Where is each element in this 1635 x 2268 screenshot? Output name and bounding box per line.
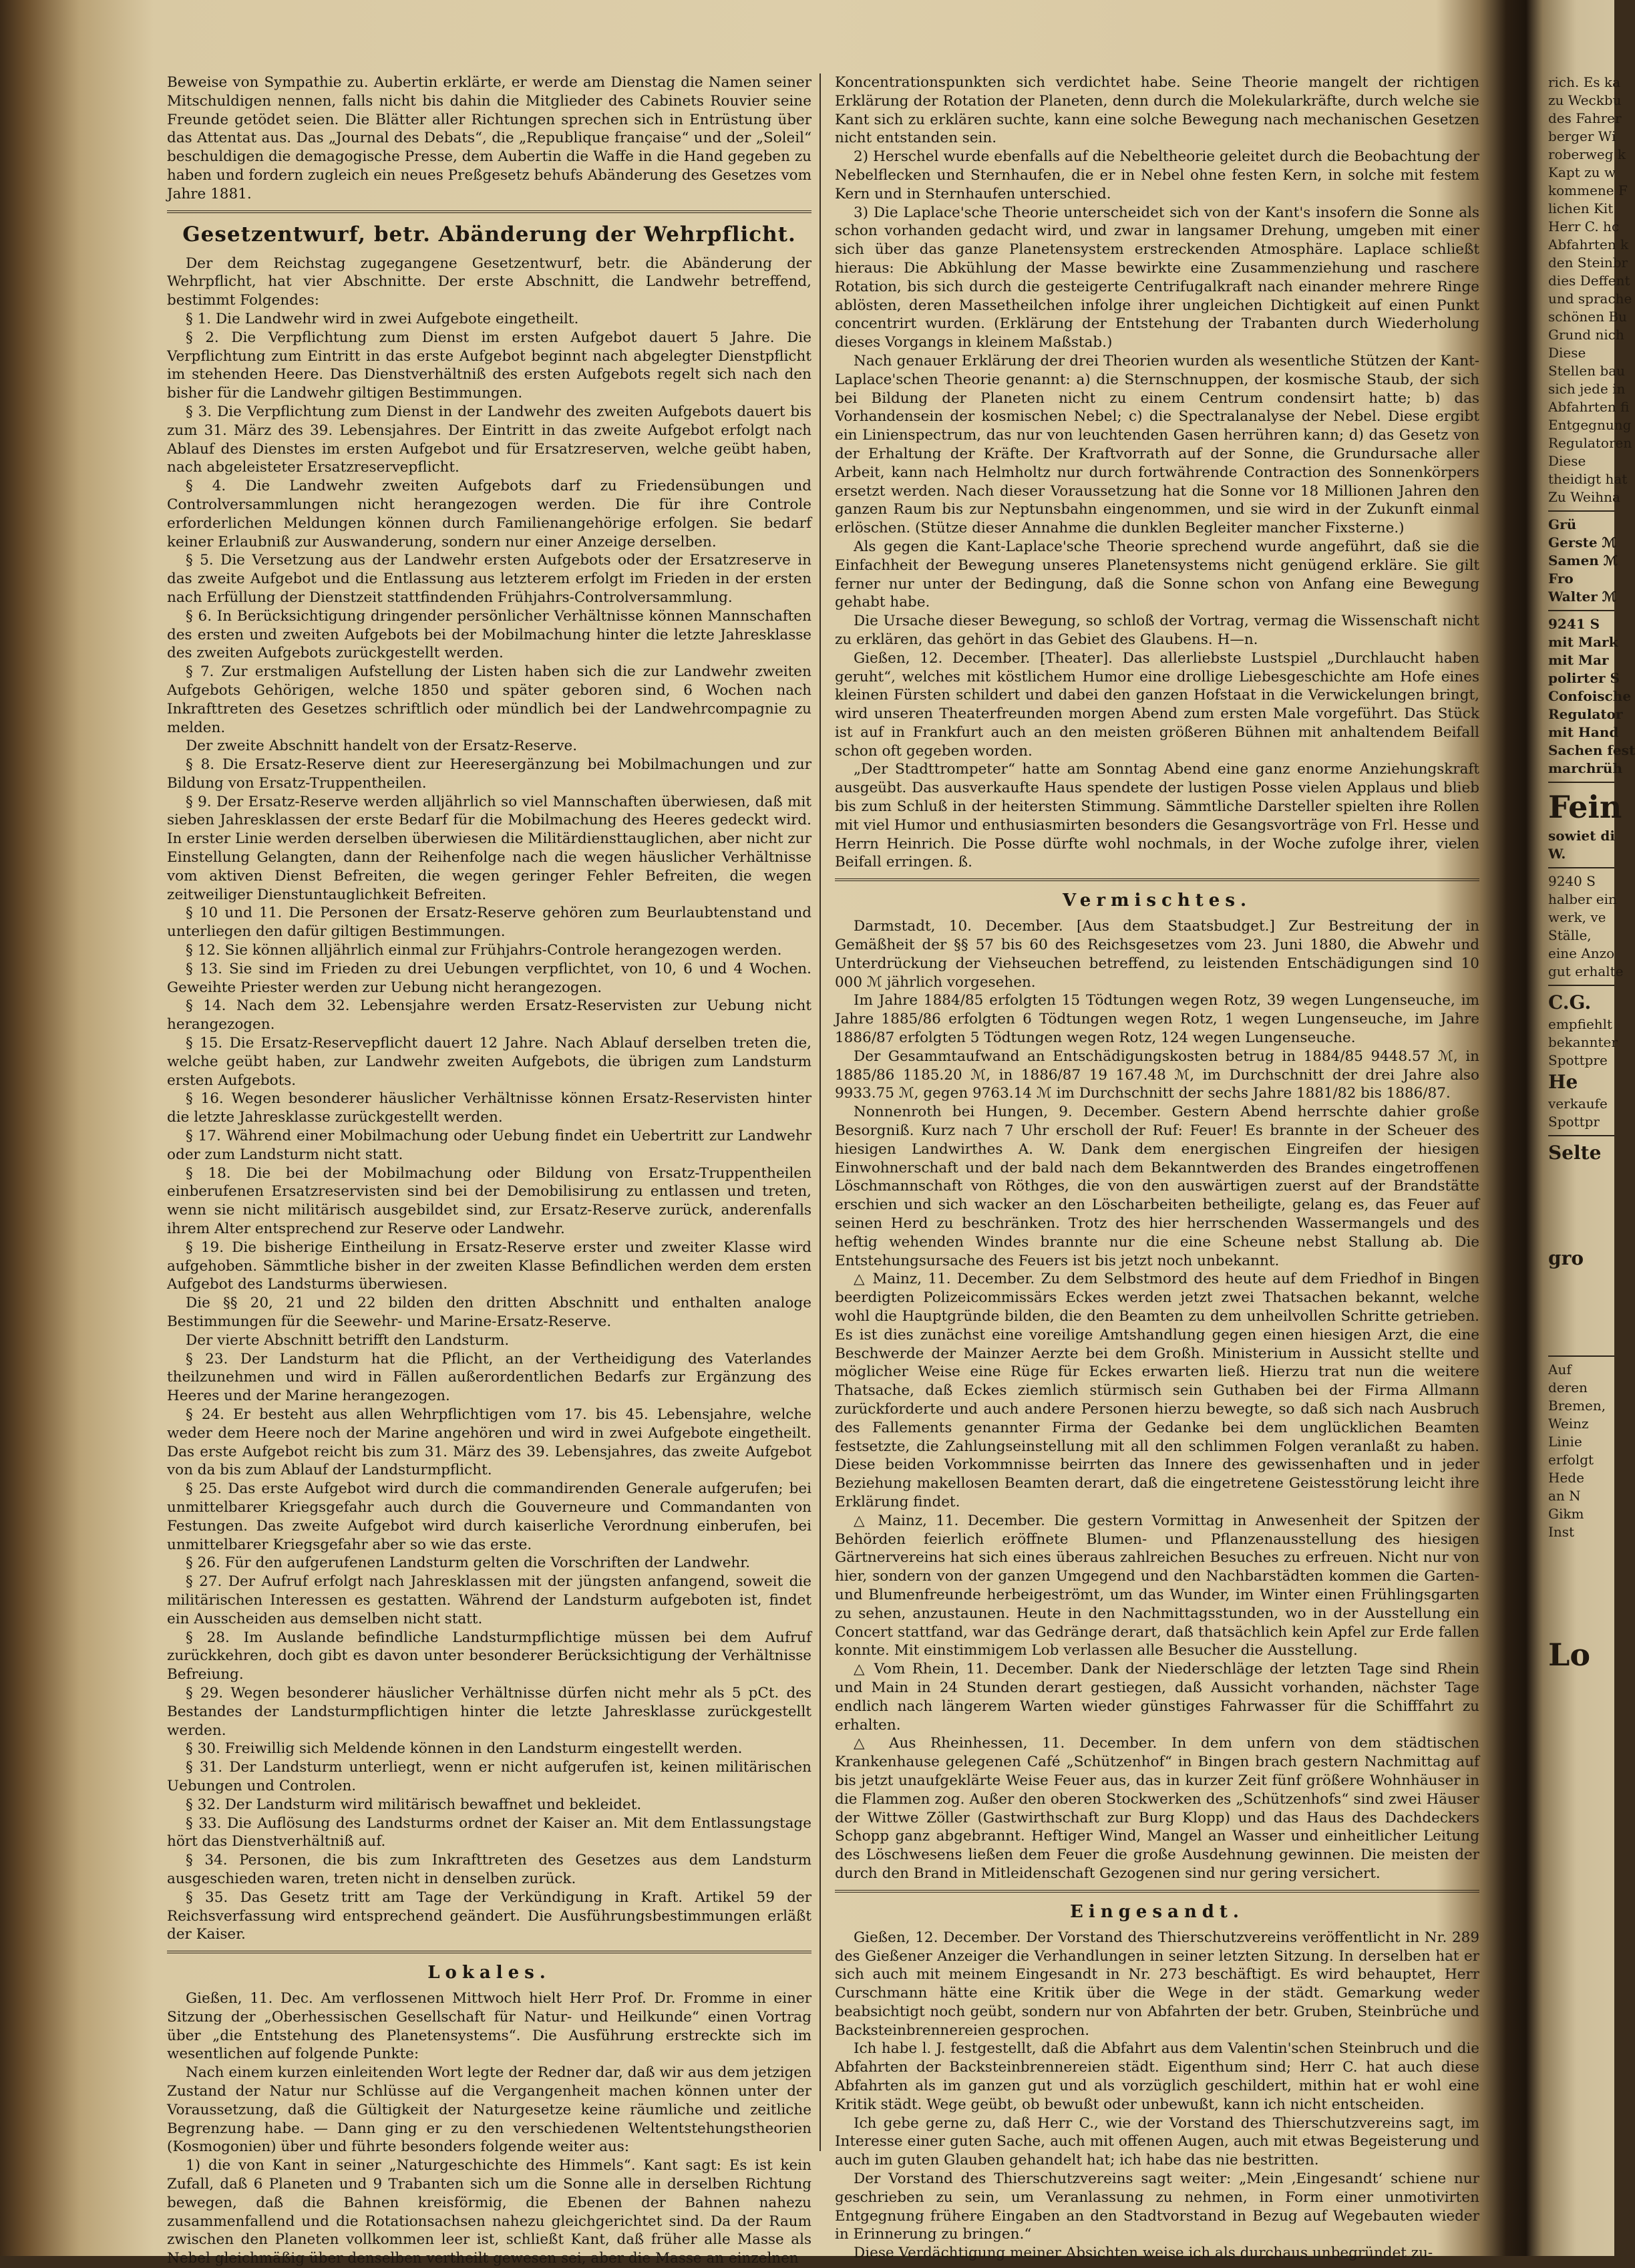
paragraph: Ich gebe gerne zu, daß Herr C., wie der Vorstand des Thierschutzvereins sagt, im Interesse einer guten Sache, auch mit offenen Augen, auch mit etwas Begeisterung und auch im guten Glauben gehandelt hat; ich habe das nie bestritten. <box>835 2114 1479 2169</box>
divider <box>835 878 1479 881</box>
next-page-ad-title: C.G. <box>1548 991 1592 1013</box>
paragraph: § 33. Die Auflösung des Landsturms ordnet der Kaiser an. Mit dem Entlassungstage hört das Dienstverhältniß auf. <box>167 1814 811 1850</box>
next-page-ad <box>1548 872 1624 981</box>
text-line: an N <box>1548 1488 1581 1504</box>
text-line: Diese <box>1548 345 1586 361</box>
text-line: Ställe, <box>1548 927 1592 943</box>
next-page-ad-title: He <box>1548 1071 1578 1093</box>
paragraph: Der Gesammtaufwand an Entschädigungskosten betrug in 1884/85 9448.57 ℳ, in 1885/86 1185.20 ℳ, in 1886/87 19 167.48 ℳ, im Durchschnitt der drei Jahre also 9933.75 ℳ, gegen 9763.14 ℳ im Durchschnitt der sechs Jahre 1881/82 bis 1886/87. <box>835 1047 1479 1102</box>
text-line: halber ein <box>1548 891 1617 907</box>
text-line: Diese <box>1548 453 1586 469</box>
text-line: Auf <box>1548 1361 1572 1378</box>
paragraph: Nach genauer Erklärung der drei Theorien wurden als wesentliche Stützen der Kant-Laplace'schen Theorie genannt: a) die Sternschnuppen, der kosmische Staub, der sich bei Bildung der Planeten nicht zu einem Centrum condensirt hatte; b) das Vorhandensein der kosmischen Nebel; c) die Spectralanalyse der Nebel. Diese ergibt ein Linienspectrum, das nur von leuchtenden Gasen herrühren kann; d) das Gesetz von der Erhaltung der Kräfte. Der Kraftvorrath auf der Sonne, die Grundursache aller Arbeit, kann nach Helmholtz nur durch fortwährende Contraction des Sonnenkörpers ersetzt werden. Nach dieser Voraussetzung hat die Sonne vor 18 Millionen Jahren den ganzen Raum bis zur Neptunsbahn eingenommen, und sie wird in der Zukunft einmal erlöschen. (Stütze dieser Annahme die dunklen Begleiter mancher Fixsterne.) <box>835 352 1479 537</box>
paragraph: § 8. Die Ersatz-Reserve dient zur Heeresergänzung bei Mobilmachungen und zur Bildung von Ersatz-Truppentheilen. <box>167 756 811 792</box>
paragraph: Gießen, 12. December. [Theater]. Das allerliebste Lustspiel „Durchlaucht haben geruht“, welches mit köstlichem Humor eine drollige Liebesgeschichte am Hofe eines kleinen Fürsten schildert und dabei den ganzen Hofstaat in die Verwickelungen bringt, wird unseren Theaterfreunden morgen Abend zum ersten Male vorgeführt. Das Stück ist auf in Frankfurt auch an den meisten größeren Bühnen mit anhaltendem Beifall schon oft gegeben worden. <box>835 649 1479 760</box>
divider <box>1548 867 1614 868</box>
text-line: 9241 S <box>1548 616 1600 632</box>
paragraph: Der dem Reichstag zugegangene Gesetzentwurf, betr. die Abänderung der Wehrpflicht, hat vier Abschnitte. Der erste Abschnitt, die Landwehr betreffend, bestimmt Folgendes: <box>167 255 811 309</box>
paragraph: § 34. Personen, die bis zum Inkrafttreten des Gesetzes aus dem Landsturm ausgeschieden waren, treten nicht in denselben zurück. <box>167 1852 811 1887</box>
paragraph: Der Vorstand des Thierschutzvereins sagt weiter: „Mein ‚Eingesandt‘ schiene nur geschrieben zu sein, um Veranlassung zu nehmen, in Form einer unmotivirten Entgegnung frühere Eingaben an den Stadtvorstand in Bezug auf Wegebauten wieder in Erinnerung zu bringen.“ <box>835 2170 1479 2243</box>
paragraph: § 3. Die Verpflichtung zum Dienst in der Landwehr des zweiten Aufgebots dauert bis zum 31. März des 39. Lebensjahres. Der Eintritt in das zweite Aufgebot erfolgt nach Ablauf des Dienstes im ersten Aufgebot und für Ersatzreserven, welche geübt haben, nach abgeleisteter Ersatzreservepflicht. <box>167 403 811 476</box>
paragraph: § 30. Freiwillig sich Meldende können in den Landsturm eingestellt werden. <box>186 1740 743 1758</box>
text-line: mit Mar <box>1548 652 1609 668</box>
text-line: den Steinbr <box>1548 255 1628 271</box>
text-line: Grü <box>1548 516 1577 532</box>
intro-text <box>167 73 811 204</box>
paragraph: § 2. Die Verpflichtung zum Dienst im ersten Aufgebot dauert 5 Jahre. Die Verpflichtung zum Eintritt in das erste Aufgebot beginnt nach abgelegter Dienstpflicht im stehenden Heere. Das Dienstverhältniß des ersten Aufgebots regelt sich nach den bisher für die Landwehr giltigen Bestimmungen. <box>167 329 811 402</box>
divider <box>1548 610 1614 611</box>
paragraph: § 13. Sie sind im Frieden zu drei Uebungen verpflichtet, von 10, 6 und 4 Wochen. Geweihte Priester werden zur Uebung nicht herangezogen. <box>167 960 811 996</box>
text-line: Spottpre <box>1548 1052 1608 1068</box>
paragraph: 3) Die Laplace'sche Theorie unterscheidet sich von der Kant's insofern die Sonne als schon vorhanden gedacht wird, und zwar in langsamer Drehung, umgeben mit einer sich über das ganze Planetensystem erstreckenden Atmosphäre. Laplace schließt hieraus: Die Abkühlung der Masse bewirkte eine Zusammenziehung und raschere Rotation, bis sich durch die gesteigerte Centrifugalkraft nach einander mehrere Ringe ablösten, deren Massetheilchen infolge ihrer ungleichen Dichtigkeit auf einen Punkt concentrirt wurden. (Erklärung der Entstehung der Trabanten durch Wiederholung dieses Vorgangs in kleinem Maßstab.) <box>835 204 1479 351</box>
next-page-ad <box>1548 1361 1614 1541</box>
text-line: kommene F <box>1548 182 1628 198</box>
text-line: Regulatoren <box>1548 435 1632 451</box>
next-page-ad <box>1548 516 1618 606</box>
next-page-ad-title: Selte <box>1548 1142 1602 1164</box>
text-line: Inst <box>1548 1524 1575 1540</box>
paragraph: Die §§ 20, 21 und 22 bilden den dritten Abschnitt und enthalten analoge Bestimmungen für die Seewehr- und Marine-Ersatz-Reserve. <box>167 1295 811 1330</box>
next-page-ad-title: Lo <box>1548 1637 1591 1673</box>
paragraph: § 32. Der Landsturm wird militärisch bewaffnet und bekleidet. <box>186 1796 642 1813</box>
paragraph: § 28. Im Auslande befindliche Landsturmpflichtige müssen bei dem Aufruf zurückkehren, doch gibt es davon unter besonderer Berücksichtigung der Verhältnisse Befreiung. <box>167 1629 811 1683</box>
next-page-text <box>1548 73 1632 506</box>
vermischtes-heading: Vermischtes. <box>1062 890 1252 911</box>
eingesandt-body <box>835 1929 1479 2263</box>
paragraph: § 19. Die bisherige Eintheilung in Ersatz-Reserve erster und zweiter Klasse wird aufgehoben. Sämmtliche bisher in der zweiten Klasse Befindlichen werden dem ersten Aufgebot des Landsturms überwiesen. <box>167 1239 811 1293</box>
paragraph: § 16. Wegen besonderer häuslicher Verhältnisse können Ersatz-Reservisten hinter die letzte Jahresklasse zurückgestellt werden. <box>167 1090 811 1126</box>
text-line: Samen ℳ <box>1548 552 1618 569</box>
text-line: Entgegnung <box>1548 417 1632 433</box>
text-line: Bremen, <box>1548 1398 1606 1414</box>
next-page-ad <box>1548 615 1635 778</box>
text-line: mit Hand <box>1548 724 1619 740</box>
text-line: erfolgt <box>1548 1452 1594 1468</box>
text-line: berger Wi <box>1548 128 1616 144</box>
paragraph: § 25. Das erste Aufgebot wird durch die commandirenden Generale aufgerufen; bei unmittelbarer Kriegsgefahr auch durch die Gouverneure und Commandanten von Festungen. Das zweite Aufgebot wird durch kaiserliche Verordnung einberufen, bei unmittelbarer Kriegsgefahr aber so wie das erste. <box>167 1480 811 1553</box>
paragraph: § 26. Für den aufgerufenen Landsturm gelten die Vorschriften der Landwehr. <box>186 1555 751 1572</box>
article-body <box>167 255 811 1945</box>
text-line: Stellen bau <box>1548 363 1626 379</box>
paragraph: 1) die von Kant in seiner „Naturgeschichte des Himmels“. Kant sagt: Es ist kein Zufall, daß 6 Planeten und 9 Trabanten sich um die Sonne alle in derselben Richtung bewegen, daß die Bahnen kreisförmig, die Ebenen der Bahnen nahezu zusammenfallend und die Rotationsachsen nahezu gleichgerichtet sind. Da der Raum zwischen den Planeten vollkommen leer ist, schließt Kant, daß früher alle Masse als Nebel gleichmäßig über denselben vertheilt gewesen sei, aber die Masse an einzelnen <box>167 2157 811 2267</box>
paragraph: § 18. Die bei der Mobilmachung oder Bildung von Ersatz-Truppentheilen einberufenen Ersatzreservisten sind bei der Demobilisirung zu entlassen und treten, wenn sie nicht militärisch ausgebildet sind, zur Ersatz-Reserve zurück, anderenfalls ihrem Alter entsprechend zur Reserve oder Landwehr. <box>167 1164 811 1238</box>
text-line: Spottpr <box>1548 1114 1600 1130</box>
article-title: Gesetzentwurf, betr. Abänderung der Wehrpflicht. <box>182 222 796 247</box>
paragraph: § 27. Der Aufruf erfolgt nach Jahresklassen mit der jüngsten anfangend, soweit die militärischen Interessen es gestatten. Während der Landsturm aufgeboten ist, findet ein Ausscheiden aus demselben nicht statt. <box>167 1573 811 1627</box>
text-line: Linie <box>1548 1434 1582 1450</box>
text-line: Gerste ℳ <box>1548 534 1616 550</box>
text-line: W. <box>1548 846 1566 862</box>
text-line: bekannter <box>1548 1034 1618 1050</box>
divider <box>167 210 811 213</box>
text-line: Herr C. hc <box>1548 218 1620 234</box>
text-line: Abfahrten k <box>1548 236 1629 253</box>
paragraph: § 1. Die Landwehr wird in zwei Aufgebote eingetheilt. <box>186 310 579 327</box>
text-line: schönen Bu <box>1548 309 1627 325</box>
paragraph: Der vierte Abschnitt betrifft den Landsturm. <box>186 1331 510 1349</box>
paragraph: § 23. Der Landsturm hat die Pflicht, an der Vertheidigung des Vaterlandes theilzunehmen und wird in Fällen außerordentlichen Bedarfs zur Ergänzung des Heeres und der Marine herangezogen. <box>167 1350 811 1405</box>
paragraph: Nach einem kurzen einleitenden Wort legte der Redner dar, daß wir aus dem jetzigen Zustand der Natur nur Schlüsse auf die Vergangenheit machen können unter der Voraussetzung, daß die Gültigkeit der Naturgesetze keine räumliche und zeitliche Begrenzung habe. — Dann ging er zu den verschiedenen Weltentstehungstheorien (Kosmogonien) über und führte besonders folgende weiter aus: <box>167 2064 811 2156</box>
next-page-ad-title: gro <box>1548 1247 1584 1269</box>
text-line: Confoische <box>1548 688 1632 704</box>
text-line: sowiet di <box>1548 828 1615 844</box>
paragraph: Der zweite Abschnitt handelt von der Ersatz-Reserve. <box>186 738 578 755</box>
eingesandt-heading: Eingesandt. <box>1070 1901 1244 1922</box>
paragraph: § 12. Sie können alljährlich einmal zur Frühjahrs-Controle herangezogen werden. <box>186 942 782 959</box>
column-rule <box>820 73 821 2151</box>
divider <box>1548 782 1614 783</box>
text-line: deren <box>1548 1380 1588 1396</box>
paragraph: § 24. Er besteht aus allen Wehrpflichtigen vom 17. bis 45. Lebensjahre, welche weder dem Heere noch der Marine angehören und wird in zwei Aufgebote eingetheilt. Das erste Aufgebot reicht bis zum 31. März des 39. Lebensjahres, das zweite Aufgebot von da bis zum Ablauf der Landsturmpflicht. <box>167 1406 811 1479</box>
text-line: Hede <box>1548 1470 1584 1486</box>
divider <box>1548 1135 1614 1136</box>
paragraph: 2) Herschel wurde ebenfalls auf die Nebeltheorie geleitet durch die Beobachtung der Nebelflecken und Sternhaufen, die er in Nebel ohne festen Kern, in solche mit festem Kern und in Sternhaufen unterschied. <box>835 148 1479 202</box>
lokales-body <box>167 1989 811 2268</box>
text-line: Abfahrten fi <box>1548 399 1630 415</box>
next-page-ad-title: Fein <box>1548 789 1622 825</box>
paragraph: Gießen, 12. December. Der Vorstand des Thierschutzvereins veröffentlicht in Nr. 289 des Gießener Anzeiger die Verhandlungen in seiner letzten Sitzung. In derselben hat er sich auch mit meinem Eingesandt in Nr. 273 beschäftigt. Es wird behauptet, Herr Curschmann hätte eine Kritik über die Wege in der städt. Gemarkung weder beabsichtigt noch geübt, sondern nur von Abfahrten der betr. Gruben, Steinbrüche und Backsteinbrennereien gesprochen. <box>835 1929 1479 2039</box>
text-line: polirter S <box>1548 670 1620 686</box>
text-line: verkaufe <box>1548 1096 1608 1112</box>
text-line: roberweg k <box>1548 146 1626 162</box>
paragraph: § 9. Der Ersatz-Reserve werden alljährlich so viel Mannschaften überwiesen, daß mit sieben Jahresklassen der erste Bedarf für die Mobilmachung des Heeres gedeckt wird. In erster Linie werden derselben überwiesen die Militärdiensttauglichen, aber nicht zur Einstellung Gelangten, dann der Reihenfolge nach die wegen häuslicher Verhältnisse vom aktiven Dienst Befreiten, die wegen geringer Fehler Befreiten, die wegen zeitweiliger Dienstuntauglichkeit Befreiten. <box>167 793 811 903</box>
vermischtes-body <box>835 917 1479 1883</box>
text-line: und sprache <box>1548 291 1632 307</box>
divider <box>1548 1355 1614 1357</box>
text-line: sich jede in <box>1548 381 1626 397</box>
paragraph: § 29. Wegen besonderer häuslicher Verhältnisse dürfen nicht mehr als 5 pCt. des Bestandes der Landsturmpflichtigen hinter die letzte Jahresklasse zurückgestellt werden. <box>167 1684 811 1739</box>
text-line: des Fahrer <box>1548 110 1622 126</box>
paragraph: △ Aus Rheinhessen, 11. December. In dem unfern von dem städtischen Krankenhause gelegenen Café „Schützenhof“ in Bingen brach gestern Nachmittag auf bis jetzt unaufgeklärte Weise Feuer aus, das in kurzer Zeit fünf größere Wohnhäuser in die Flammen zog. Außer den oberen Stockwerken des „Schützenhofs“ sind zwei Häuser der Wittwe Zöller (Gastwirthschaft zur Burg Klopp) und das Haus des Dachdeckers Schopp ganz abgebrannt. Heftiger Wind, Mangel an Wasser und einheitlicher Leitung des Löschwesens ließen dem Feuer die große Ausdehnung gewinnen. Die meisten der durch den Brand in Mitleidenschaft Gezogenen sind nur gering versichert. <box>835 1735 1479 1882</box>
paragraph: § 10 und 11. Die Personen der Ersatz-Reserve gehören zum Beurlaubtenstand und unterliegen den dafür giltigen Bestimmungen. <box>167 905 811 941</box>
right-column <box>835 73 1479 2263</box>
text-line: mit Mark <box>1548 634 1618 650</box>
text-line: Sachen fest <box>1548 742 1635 758</box>
text-line: Kapt zu w <box>1548 164 1616 180</box>
divider <box>1548 985 1614 986</box>
paragraph: Die Ursache dieser Bewegung, so schloß der Vortrag, vermag die Wissenschaft nicht zu erklären, das gehört in das Gebiet des Glaubens. H—n. <box>835 613 1479 648</box>
next-page-ad <box>1548 1015 1618 1070</box>
paragraph: Koncentrationspunkten sich verdichtet habe. Seine Theorie mangelt der richtigen Erklärung der Rotation der Planeten, denn durch die Molekularkräfte, durch welche sie Kant sich zu erklären suchte, kann eine solche Bewegung nach mechanischen Gesetzen nicht entstanden sein. <box>835 74 1479 147</box>
paragraph: § 35. Das Gesetz tritt am Tage der Verkündigung in Kraft. Artikel 59 der Reichsverfassung wird entsprechend geändert. Die Ausführungsbestimmungen erläßt der Kaiser. <box>167 1889 811 1943</box>
text-line: Grund nich <box>1548 327 1624 343</box>
text-line: Walter ℳ <box>1548 589 1617 605</box>
paragraph: Darmstadt, 10. December. [Aus dem Staatsbudget.] Zur Bestreitung der in Gemäßheit der §§ 57 bis 60 des Reichsgesetzes vom 23. Juni 1880, die Abwehr und Unterdrückung der Viehseuchen betreffend, zu leistenden Entschädigungen sind 10 000 ℳ jährlich vorgesehen. <box>835 918 1479 991</box>
paragraph: △ Mainz, 11. December. Die gestern Vormittag in Anwesenheit der Spitzen der Behörden feierlich eröffnete Blumen- und Pflanzenausstellung des hiesigen Gärtnervereins hat sich eines überaus zahlreichen Besuches zu erfreuen. Nicht nur von hier, sondern von der ganzen Umgegend und den Nachbarstädten kommen die Garten- und Blumenfreunde herbeigeströmt, um das Wunder, im Winter einen Frühlingsgarten zu sehen, anzustaunen. Heute in den Nachmittagsstunden, wo in der Ausstellung ein Concert stattfand, war das Gedränge derart, daß thatsächlich kein Apfel zur Erde fallen konnte. Mit einstimmigem Lob verlassen alle Besucher die Ausstellung. <box>835 1512 1479 1659</box>
text-line: Gikm <box>1548 1506 1584 1522</box>
divider <box>835 1890 1479 1893</box>
text-line: rich. Es ka <box>1548 74 1621 90</box>
divider <box>1548 510 1614 512</box>
paragraph: Gießen, 11. Dec. Am verflossenen Mittwoch hielt Herr Prof. Dr. Fromme in einer Sitzung der „Oberhessischen Gesellschaft für Natur- und Heilkunde“ einen Vortrag über „die Entstehung des Planetensystems“. Die Ausführung erstreckte sich im wesentlichen auf folgende Punkte: <box>167 1990 811 2063</box>
paragraph: Im Jahre 1884/85 erfolgten 15 Tödtungen wegen Rotz, 39 wegen Lungenseuche, im Jahre 1885/86 erfolgten 6 Tödtungen wegen Rotz, 1 wegen Lungenseuche, im Jahre 1886/87 erfolgten 5 Tödtungen wegen Rotz, 124 wegen Lungenseuche. <box>835 992 1479 1047</box>
paragraph: Als gegen die Kant-Laplace'sche Theorie sprechend wurde angeführt, daß sie die Einfachheit der Bewegung unseres Planetensystems nicht genügend erkläre. Sie gilt ferner nur unter der Bedingung, daß die Sonne schon von Anfang eine Bewegung gehabt habe. <box>835 538 1479 611</box>
text-line: Weinz <box>1548 1416 1589 1432</box>
text-line: marchrüh <box>1548 760 1622 776</box>
next-page-ad <box>1548 1095 1614 1131</box>
text-line: gut erhalte <box>1548 963 1624 979</box>
text-line: werk, ve <box>1548 909 1606 925</box>
paragraph: § 14. Nach dem 32. Lebensjahre werden Ersatz-Reservisten zur Uebung nicht herangezogen. <box>167 997 811 1033</box>
lecture-continuation <box>835 73 1479 872</box>
lokales-heading: Lokales. <box>427 1963 551 1983</box>
paragraph: § 15. Die Ersatz-Reservepflicht dauert 12 Jahre. Nach Ablauf derselben treten die, welche geübt haben, zur Landwehr zweiten Aufgebots, die übrigen zum Landsturm ersten Aufgebots. <box>167 1035 811 1089</box>
text-line: 9240 S <box>1548 873 1596 889</box>
paragraph: § 5. Die Versetzung aus der Landwehr ersten Aufgebots oder der Ersatzreserve in das zweite Aufgebot und die Entlassung aus letzterem erfolgt im Frieden in der ersten nach Erfüllung der Dienstzeit stattfindenden Frühjahrs-Controlversammlung. <box>167 552 811 606</box>
next-page-fragment <box>1548 73 1635 1675</box>
next-page-ad <box>1548 827 1614 863</box>
text-line: zu Weckbu <box>1548 92 1622 108</box>
text-line: Regulator <box>1548 706 1623 722</box>
text-line: lichen Kit <box>1548 200 1614 216</box>
paragraph: § 7. Zur erstmaligen Aufstellung der Listen haben sich die zur Landwehr zweiten Aufgebots Gehörigen, welche 1850 und später geboren sind, 6 Wochen nach Inkrafttreten des Gesetzes schriftlich oder mündlich bei der Landwehrcompagnie zu melden. <box>167 663 811 736</box>
paragraph: § 6. In Berücksichtigung dringender persönlicher Verhältnisse können Mannschaften des ersten und zweiten Aufgebots bei der Mobilmachung hinter die letzte Jahresklasse des zweiten Aufgebots zurückgestellt werden. <box>167 607 811 662</box>
paragraph: △ Mainz, 11. December. Zu dem Selbstmord des heute auf dem Friedhof in Bingen beerdigten Polizeicommissärs Eckes werden jetzt zwei Thatsachen bekannt, welche wohl die Hauptgründe bilden, die den Beamten zu dem unheilvollen Schritte getrieben. Es ist dies zunächst eine voreilige Amtshandlung gegen einen hiesigen Arzt, die eine Beschwerde der Mainzer Aerzte bei dem Großh. Ministerium in Aussicht stellte und möglicher Weise eine Rüge für Eckes erwarten ließ. Hierzu trat nun die weitere Thatsache, daß Eckes ziemlich stürmisch sein Guthaben bei der Firma Allmann zurückforderte und auch andere Personen hierzu bewegte, so daß sich nach Ausbruch des Fallements genannter Firma der Gedanke bei dem unglücklichen Beamten festsetzte, die Zahlungseinstellung mit all den schlimmen Folgen veranlaßt zu haben. Diese beiden Vorkommnisse beirrten das Innere des gewissenhaften und in jeder Beziehung makellosen Beamten derart, daß die eingetretene Geistesstörung leicht ihre Erklärung findet. <box>835 1271 1479 1510</box>
text-line: Zu Weihna <box>1548 489 1620 505</box>
paragraph: Beweise von Sympathie zu. Aubertin erklärte, er werde am Dienstag die Namen seiner Mitschuldigen nennen, falls nicht bis dahin die Mitglieder des Cabinets Rouvier seine Freunde getödet seien. Die Blätter aller Richtungen sprechen sich in Entrüstung über das Attentat aus. Das „Journal des Debats“, die „Republique française“ und der „Soleil“ beschuldigen die demagogische Presse, dem Aubertin die Waffe in die Hand gegeben zu haben und fordern zugleich ein neues Preßgesetz behufs Abänderung des Gesetzes vom Jahre 1881. <box>167 74 811 202</box>
text-line: dies Deffent <box>1548 273 1630 289</box>
text-line: theidigt hat <box>1548 471 1628 487</box>
text-line: eine Anzo <box>1548 945 1615 961</box>
paragraph: § 17. Während einer Mobilmachung oder Uebung findet ein Uebertritt zur Landwehr oder zum Landsturm nicht statt. <box>167 1128 811 1163</box>
paragraph: Nonnenroth bei Hungen, 9. December. Gestern Abend herrschte dahier große Besorgniß. Kurz nach 7 Uhr erscholl der Ruf: Feuer! Es brannte in der Scheuer des hiesigen Landwirthes A. W. Dank dem energischen Eingreifen der hiesigen Einwohnerschaft und der bald nach dem Bekanntwerden des Brandes eingetroffenen Löschmannschaft von Röthges, die von den auswärtigen zuerst auf der Brandstätte erschien und sich wacker an den Löscharbeiten betheiligte, gelang es, das Feuer auf seinen Herd zu beschränken. Trotz des hier herrschenden Wassermangels und des heftig wehenden Windes brannte nur die eine Scheune nebst Stallung ab. Die Entstehungsursache des Feuers ist bis jetzt noch unbekannt. <box>835 1104 1479 1269</box>
text-line: Fro <box>1548 571 1574 587</box>
paragraph: § 4. Die Landwehr zweiten Aufgebots darf zu Friedensübungen und Controlversammlungen nicht herangezogen werden. Die für ihre Controle erforderlichen Meldungen können durch Familienangehörige erfolgen. Sie bedarf keiner Erlaubniß zur Auswanderung, sondern nur einer Anzeige derselben. <box>167 478 811 550</box>
paragraph: Diese Verdächtigung meiner Absichten weise ich als durchaus unbegründet zu- <box>854 2245 1433 2262</box>
divider <box>167 1951 811 1953</box>
left-column <box>167 73 811 2268</box>
paragraph: Ich habe l. J. festgestellt, daß die Abfahrt aus dem Valentin'schen Steinbruch und die Abfahrten der Backsteinbrennereien städt. Eigenthum sind; Herr C. hat auch diese Abfahrten als im ganzen gut und als vorzüglich geschildert, mithin hat er wohl eine Kritik städt. Wege geübt, ob bewußt oder unbewußt, kann ich nicht entscheiden. <box>835 2040 1479 2113</box>
paragraph: △ Vom Rhein, 11. December. Dank der Niederschläge der letzten Tage sind Rhein und Main in 24 Stunden derart gestiegen, daß Aussicht vorhanden, nächster Tage endlich nach längerem Warten wieder günstiges Fahrwasser für die Schifffahrt zu erhalten. <box>835 1661 1479 1734</box>
paragraph: „Der Stadttrompeter“ hatte am Sonntag Abend eine ganz enorme Anziehungskraft ausgeübt. Das ausverkaufte Haus spendete der lustigen Posse vielen Applaus und blieb bis zum Schluß in der heitersten Stimmung. Sämmtliche Darsteller spielten ihre Rollen mit viel Humor und enthusiasmirten besonders die Gesangsvorträge von Frl. Hesse und Herrn Heinrich. Die Posse dürfte wohl nochmals, in der Woche zufolge ihrer, vielen Beifall erringen. ß. <box>835 761 1479 871</box>
newspaper-page <box>137 73 1479 2267</box>
text-line: empfiehlt <box>1548 1016 1613 1032</box>
paragraph: § 31. Der Landsturm unterliegt, wenn er nicht aufgerufen ist, keinen militärischen Uebungen und Controlen. <box>167 1759 811 1794</box>
